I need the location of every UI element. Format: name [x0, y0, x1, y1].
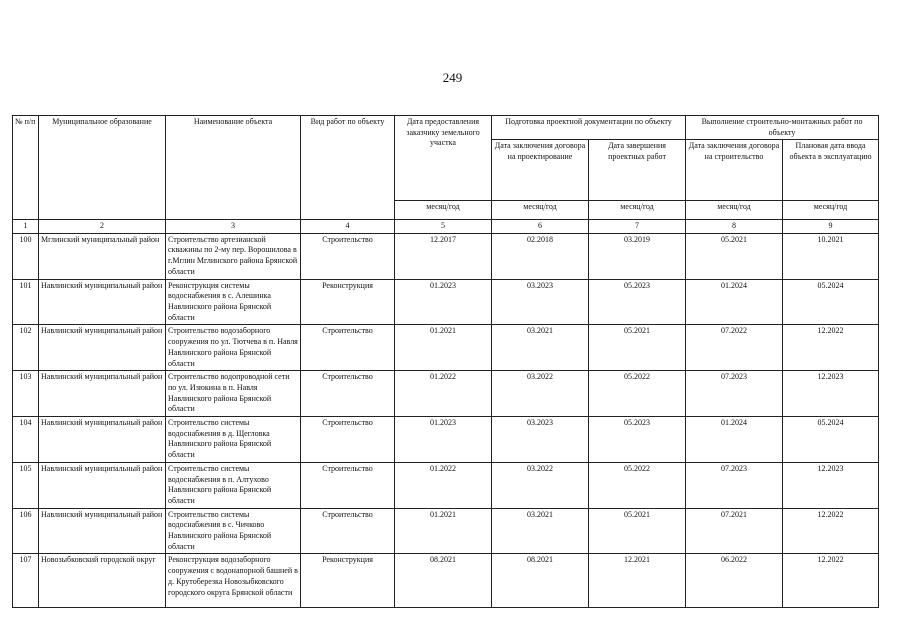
municipality-cell: Навлинский муниципальный район: [39, 417, 166, 463]
land-date-cell: 01.2023: [395, 417, 492, 463]
design-contract-date-cell: 03.2021: [492, 508, 589, 554]
row-number: 104: [13, 417, 39, 463]
unit-commissioning: месяц/год: [783, 201, 879, 220]
row-number: 100: [13, 233, 39, 279]
object-name-cell: Реконструкция системы водоснабжения в с. Алешинка Навлинского района Брянской области: [166, 279, 301, 325]
design-finish-date-cell: 05.2023: [589, 417, 686, 463]
header-construction-group: Выполнение строительно-монтажных работ по объекту: [686, 116, 879, 140]
column-number: 5: [395, 220, 492, 234]
header-municipality: Муниципальное образование: [39, 116, 166, 220]
row-number: 107: [13, 554, 39, 608]
design-contract-date-cell: 03.2021: [492, 325, 589, 371]
design-contract-date-cell: 03.2023: [492, 417, 589, 463]
municipality-cell: Навлинский муниципальный район: [39, 325, 166, 371]
table-row: [13, 462, 879, 508]
header-construction-contract: Дата заключения договора на строительство: [686, 140, 783, 201]
column-number: 9: [783, 220, 879, 234]
design-contract-date-cell: 02.2018: [492, 233, 589, 279]
construction-contract-date-cell: 01.2024: [686, 279, 783, 325]
table-row: [13, 508, 879, 554]
unit-construction-contract: месяц/год: [686, 201, 783, 220]
design-finish-date-cell: 05.2023: [589, 279, 686, 325]
commissioning-date-cell: 05.2024: [783, 417, 879, 463]
commissioning-date-cell: 12.2022: [783, 554, 879, 608]
unit-design-finish: месяц/год: [589, 201, 686, 220]
construction-contract-date-cell: 06.2022: [686, 554, 783, 608]
design-finish-date-cell: 05.2022: [589, 462, 686, 508]
object-name-cell: Строительство водозаборного сооружения по ул. Тютчева в п. Навля Навлинского района Брянской области: [166, 325, 301, 371]
row-number: 105: [13, 462, 39, 508]
commissioning-date-cell: 12.2022: [783, 508, 879, 554]
header-design-finish: Дата завершения проектных работ: [589, 140, 686, 201]
municipality-cell: Навлинский муниципальный район: [39, 279, 166, 325]
commissioning-date-cell: 05.2024: [783, 279, 879, 325]
work-type-cell: Строительство: [301, 508, 395, 554]
commissioning-date-cell: 12.2023: [783, 371, 879, 417]
work-type-cell: Реконструкция: [301, 554, 395, 608]
design-finish-date-cell: 12.2021: [589, 554, 686, 608]
design-contract-date-cell: 03.2022: [492, 462, 589, 508]
row-number: 106: [13, 508, 39, 554]
header-design-contract: Дата заключения договора на проектирование: [492, 140, 589, 201]
row-number: 101: [13, 279, 39, 325]
commissioning-date-cell: 10.2021: [783, 233, 879, 279]
municipality-cell: Новозыбковский городской округ: [39, 554, 166, 608]
work-type-cell: Строительство: [301, 371, 395, 417]
column-number: 1: [13, 220, 39, 234]
unit-land: месяц/год: [395, 201, 492, 220]
design-finish-date-cell: 05.2021: [589, 508, 686, 554]
column-number: 6: [492, 220, 589, 234]
commissioning-date-cell: 12.2023: [783, 462, 879, 508]
commissioning-date-cell: 12.2022: [783, 325, 879, 371]
construction-contract-date-cell: 07.2021: [686, 508, 783, 554]
design-contract-date-cell: 03.2023: [492, 279, 589, 325]
table-row: [13, 371, 879, 417]
land-date-cell: 01.2023: [395, 279, 492, 325]
column-number: 4: [301, 220, 395, 234]
column-number: 7: [589, 220, 686, 234]
object-name-cell: Строительство системы водоснабжения в с. Чичково Навлинского района Брянской области: [166, 508, 301, 554]
work-type-cell: Реконструкция: [301, 279, 395, 325]
municipality-cell: Навлинский муниципальный район: [39, 462, 166, 508]
column-number: 3: [166, 220, 301, 234]
row-number: 103: [13, 371, 39, 417]
object-name-cell: Реконструкция водозаборного сооружения с водонапорной башней в д. Крутоберезка Новозыбковского городского округа Брянской области: [166, 554, 301, 608]
work-type-cell: Строительство: [301, 417, 395, 463]
land-date-cell: 01.2022: [395, 462, 492, 508]
construction-schedule-table: [12, 115, 879, 608]
object-name-cell: Строительство системы водоснабжения в д. Щегловка Навлинского района Брянской области: [166, 417, 301, 463]
construction-contract-date-cell: 01.2024: [686, 417, 783, 463]
construction-contract-date-cell: 07.2023: [686, 371, 783, 417]
header-object-name: Наименование объекта: [166, 116, 301, 220]
header-work-type: Вид работ по объекту: [301, 116, 395, 220]
table-row: [13, 233, 879, 279]
header-commissioning: Плановая дата ввода объекта в эксплуатацию: [783, 140, 879, 201]
table-row: [13, 279, 879, 325]
column-number: 2: [39, 220, 166, 234]
table-row: [13, 554, 879, 608]
construction-contract-date-cell: 07.2023: [686, 462, 783, 508]
design-contract-date-cell: 08.2021: [492, 554, 589, 608]
column-number: 8: [686, 220, 783, 234]
municipality-cell: Навлинский муниципальный район: [39, 508, 166, 554]
construction-contract-date-cell: 05.2021: [686, 233, 783, 279]
work-type-cell: Строительство: [301, 325, 395, 371]
construction-contract-date-cell: 07.2022: [686, 325, 783, 371]
land-date-cell: 08.2021: [395, 554, 492, 608]
header-land-date: Дата предоставления заказчику земельного участка: [395, 116, 492, 201]
land-date-cell: 12.2017: [395, 233, 492, 279]
land-date-cell: 01.2022: [395, 371, 492, 417]
design-finish-date-cell: 03.2019: [589, 233, 686, 279]
design-finish-date-cell: 05.2021: [589, 325, 686, 371]
object-name-cell: Строительство артезианской скважины по 2-му пер. Ворошилова в г.Мглин Мглинского района Брянской области: [166, 233, 301, 279]
work-type-cell: Строительство: [301, 233, 395, 279]
table-row: [13, 325, 879, 371]
object-name-cell: Строительство водопроводной сети по ул. Изюкина в п. Навля Навлинского района Брянской области: [166, 371, 301, 417]
row-number: 102: [13, 325, 39, 371]
municipality-cell: Мглинский муниципальный район: [39, 233, 166, 279]
unit-design-contract: месяц/год: [492, 201, 589, 220]
object-name-cell: Строительство системы водоснабжения в п. Алтухово Навлинского района Брянской области: [166, 462, 301, 508]
header-design-group: Подготовка проектной документации по объекту: [492, 116, 686, 140]
work-type-cell: Строительство: [301, 462, 395, 508]
land-date-cell: 01.2021: [395, 508, 492, 554]
design-finish-date-cell: 05.2022: [589, 371, 686, 417]
page-number: 249: [442, 70, 463, 85]
land-date-cell: 01.2021: [395, 325, 492, 371]
header-no: № п/п: [13, 116, 39, 220]
municipality-cell: Навлинский муниципальный район: [39, 371, 166, 417]
table-row: [13, 417, 879, 463]
design-contract-date-cell: 03.2022: [492, 371, 589, 417]
